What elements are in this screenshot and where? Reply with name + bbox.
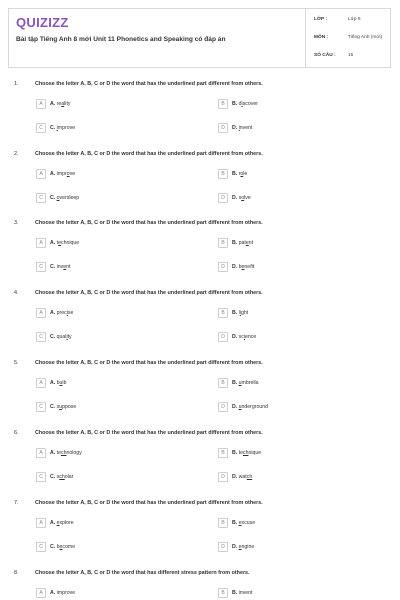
option-underlined-part: i <box>239 310 241 316</box>
meta-value: 15 <box>348 53 354 58</box>
question-number: 2. <box>14 151 19 157</box>
option-word-start: s <box>56 474 60 480</box>
option-underlined-part: e <box>245 240 249 246</box>
option-underlined-part: e <box>58 240 61 246</box>
option-letter: D. <box>232 334 238 340</box>
option-label <box>50 264 71 270</box>
option-word-end: olar <box>64 474 74 480</box>
option-word-start: b <box>56 380 60 386</box>
option-label <box>50 334 72 340</box>
answer-option[interactable] <box>36 193 186 205</box>
option-word-start: improve <box>56 590 76 596</box>
meta-key: SỐ CÂU : <box>314 53 336 58</box>
answer-option[interactable] <box>36 378 186 390</box>
option-letter: D. <box>232 474 238 480</box>
option-word-end: nefit <box>244 264 255 270</box>
option-checkbox[interactable]: A <box>36 308 46 318</box>
option-label <box>50 310 73 316</box>
option-letter: D. <box>232 125 238 131</box>
option-checkbox[interactable]: C <box>36 402 46 412</box>
option-letter: C. <box>50 544 56 550</box>
answer-option[interactable] <box>36 588 186 600</box>
option-word-end: come <box>62 544 76 550</box>
option-underlined-part: u <box>59 380 63 386</box>
option-letter: A. <box>50 450 56 456</box>
option-word-start: prec <box>56 310 67 316</box>
question-number: 6. <box>14 430 19 436</box>
answer-option[interactable] <box>36 472 186 484</box>
answer-option[interactable] <box>36 402 186 414</box>
question-text: Choose the letter A, B, C or D the word that has the underlined part different from others. <box>35 290 263 296</box>
option-checkbox[interactable]: D <box>218 542 228 552</box>
option-checkbox[interactable]: A <box>36 169 46 179</box>
option-letter: A. <box>50 310 56 316</box>
option-label <box>232 310 248 316</box>
option-checkbox[interactable]: C <box>36 123 46 133</box>
option-word-start: r <box>238 171 241 177</box>
option-label <box>232 264 254 270</box>
option-letter: C. <box>50 404 56 410</box>
option-word-end: ppose <box>62 404 77 410</box>
option-word-end: lity <box>64 101 71 107</box>
option-word-end: scover <box>242 101 258 107</box>
option-checkbox[interactable]: A <box>36 518 46 528</box>
option-word-end: lve <box>244 195 251 201</box>
answer-option[interactable] <box>218 378 368 390</box>
option-letter: C. <box>50 195 56 201</box>
option-word-end: xplore <box>59 520 74 526</box>
option-checkbox[interactable]: D <box>218 193 228 203</box>
option-letter: A. <box>50 171 56 177</box>
option-letter: B. <box>232 450 238 456</box>
answer-option[interactable] <box>36 542 186 554</box>
option-underlined-part: e <box>241 264 245 270</box>
meta-value: Lớp 8 <box>348 17 361 22</box>
answer-option[interactable] <box>218 308 368 320</box>
question-number: 1. <box>14 81 19 87</box>
option-word-end: ngine <box>241 544 255 550</box>
answer-option[interactable] <box>36 238 186 250</box>
option-word-start: b <box>56 544 60 550</box>
option-label <box>50 195 79 201</box>
meta-key: LỚP : <box>314 17 328 22</box>
answer-option[interactable] <box>36 308 186 320</box>
option-letter: B. <box>232 380 238 386</box>
option-checkbox[interactable]: D <box>218 472 228 482</box>
option-word-end: lb <box>62 380 67 386</box>
answer-option[interactable] <box>218 472 368 484</box>
option-letter: B. <box>232 240 238 246</box>
answer-option[interactable] <box>218 193 368 205</box>
option-underlined-part: i <box>66 310 68 316</box>
option-letter: C. <box>50 125 56 131</box>
option-underlined-part: u <box>59 404 63 410</box>
option-letter: B. <box>232 590 238 596</box>
option-word-end: ty <box>67 334 72 340</box>
option-letter: B. <box>232 101 238 107</box>
question-number: 5. <box>14 360 19 366</box>
option-word-end: nvent <box>239 125 253 131</box>
option-word-start: impr <box>56 171 67 177</box>
option-underlined-part: o <box>241 195 245 201</box>
option-word-end: chnique <box>60 240 80 246</box>
option-checkbox[interactable]: B <box>218 99 228 109</box>
option-underlined-part: ch <box>60 450 67 456</box>
option-checkbox[interactable]: C <box>36 332 46 342</box>
option-underlined-part: ch <box>246 474 253 480</box>
option-word-start: invent <box>238 590 253 596</box>
option-word-end: ght <box>240 310 249 316</box>
option-checkbox[interactable]: B <box>218 448 228 458</box>
option-label <box>232 195 251 201</box>
answer-option[interactable] <box>218 238 368 250</box>
option-underlined-part: ch <box>59 474 65 480</box>
answer-option[interactable] <box>36 169 186 181</box>
option-underlined-part: u <box>238 380 242 386</box>
option-letter: C. <box>50 334 56 340</box>
option-underlined-part: i <box>66 334 68 340</box>
option-label <box>50 404 76 410</box>
question-text: Choose the letter A, B, C or D the word that has the underlined part different from others. <box>35 430 263 436</box>
option-word-start: d <box>238 101 242 107</box>
option-checkbox[interactable]: C <box>36 542 46 552</box>
answer-option[interactable] <box>218 169 368 181</box>
option-label <box>232 334 256 340</box>
quizizz-logo: QUIZIZZ <box>16 15 69 30</box>
option-checkbox[interactable]: C <box>36 193 46 203</box>
question-number: 4. <box>14 290 19 296</box>
meta-panel <box>305 9 391 67</box>
meta-subject <box>314 35 382 40</box>
option-word-start: sc <box>238 334 244 340</box>
option-checkbox[interactable]: D <box>218 332 228 342</box>
option-letter: B. <box>232 310 238 316</box>
option-label <box>50 450 82 456</box>
option-label <box>50 474 73 480</box>
question-number: 8. <box>14 570 19 576</box>
option-checkbox[interactable]: D <box>218 262 228 272</box>
option-label <box>232 450 261 456</box>
option-word-start: te <box>238 450 243 456</box>
option-checkbox[interactable]: D <box>218 123 228 133</box>
meta-key: MÔN : <box>314 35 329 40</box>
option-underlined-part: i <box>56 125 58 131</box>
option-word-end: se <box>67 310 74 316</box>
option-underlined-part: u <box>238 404 242 410</box>
option-underlined-part: i <box>243 334 245 340</box>
option-checkbox[interactable]: B <box>218 238 228 248</box>
question-text: Choose the letter A, B, C or D the word that has different stress pattern from others. <box>35 570 250 576</box>
option-label <box>232 520 255 526</box>
option-checkbox[interactable]: A <box>36 238 46 248</box>
option-label <box>50 240 79 246</box>
option-word-start: b <box>238 264 242 270</box>
option-label <box>50 590 75 596</box>
option-underlined-part: a <box>61 101 65 107</box>
answer-option[interactable] <box>218 402 368 414</box>
question-text: Choose the letter A, B, C or D the word that has the underlined part different from others. <box>35 81 263 87</box>
answer-option[interactable] <box>36 332 186 344</box>
option-label <box>232 171 247 177</box>
option-word-end: le <box>243 171 248 177</box>
answer-option[interactable] <box>218 518 368 530</box>
option-letter: B. <box>232 171 238 177</box>
option-underlined-part: i <box>238 125 240 131</box>
option-checkbox[interactable]: A <box>36 448 46 458</box>
answer-option[interactable] <box>36 262 186 274</box>
answer-option[interactable] <box>36 123 186 135</box>
option-label <box>232 240 253 246</box>
option-checkbox[interactable]: C <box>36 472 46 482</box>
meta-question-count <box>314 53 353 58</box>
option-underlined-part: e <box>63 264 67 270</box>
option-letter: C. <box>50 474 56 480</box>
option-word-end: nique <box>248 450 262 456</box>
option-word-end: nderground <box>241 404 269 410</box>
option-word-start: t <box>56 240 59 246</box>
option-letter: A. <box>50 380 56 386</box>
option-label <box>50 101 71 107</box>
option-checkbox[interactable]: A <box>36 99 46 109</box>
answer-option[interactable] <box>218 262 368 274</box>
option-word-start: inv <box>56 264 64 270</box>
option-label <box>50 125 75 131</box>
option-label <box>232 544 254 550</box>
option-word-start: te <box>56 450 61 456</box>
option-checkbox[interactable]: B <box>218 588 228 598</box>
question-text: Choose the letter A, B, C or D the word that has the underlined part different from others. <box>35 151 263 157</box>
question-text: Choose the letter A, B, C or D the word that has the underlined part different from others. <box>35 220 263 226</box>
option-word-end: versleep <box>59 195 80 201</box>
option-word-end: mbrella <box>241 380 259 386</box>
answer-option[interactable] <box>36 448 186 460</box>
option-checkbox[interactable]: B <box>218 378 228 388</box>
option-underlined-part: o <box>240 171 244 177</box>
answer-option[interactable] <box>36 99 186 111</box>
option-letter: A. <box>50 590 56 596</box>
option-underlined-part: o <box>56 195 60 201</box>
question-number: 7. <box>14 500 19 506</box>
option-word-start: s <box>56 404 60 410</box>
option-label <box>50 520 74 526</box>
option-underlined-part: e <box>238 544 242 550</box>
option-checkbox[interactable]: B <box>218 169 228 179</box>
option-letter: D. <box>232 544 238 550</box>
option-underlined-part: e <box>56 520 60 526</box>
option-letter: A. <box>50 101 56 107</box>
option-checkbox[interactable]: A <box>36 378 46 388</box>
answer-option[interactable] <box>36 518 186 530</box>
answer-option[interactable] <box>218 542 368 554</box>
answer-option[interactable] <box>218 332 368 344</box>
meta-class <box>314 17 360 22</box>
option-word-end: xcuse <box>241 520 256 526</box>
worksheet-title: Bài tập Tiếng Anh 8 mới Unit 11 Phonetics and Speaking có đáp án <box>16 36 226 43</box>
question-text: Choose the letter A, B, C or D the word that has the underlined part different from others. <box>35 500 263 506</box>
option-label <box>232 125 253 131</box>
option-word-start: l <box>238 310 240 316</box>
question-text: Choose the letter A, B, C or D the word that has the underlined part different from others. <box>35 360 263 366</box>
option-label <box>232 404 268 410</box>
option-underlined-part: e <box>59 544 63 550</box>
option-underlined-part: ch <box>242 450 249 456</box>
option-label <box>232 380 259 386</box>
meta-value: Tiếng Anh (mới) <box>348 35 383 40</box>
option-checkbox[interactable]: D <box>218 402 228 412</box>
option-underlined-part: e <box>238 520 242 526</box>
option-word-end: nt <box>66 264 71 270</box>
option-word-end: nt <box>248 240 254 246</box>
option-word-start: s <box>238 195 242 201</box>
option-word-end: mprove <box>57 125 76 131</box>
answer-option[interactable] <box>218 123 368 135</box>
option-word-start: wat <box>238 474 247 480</box>
option-letter: A. <box>50 520 56 526</box>
option-label <box>232 474 252 480</box>
option-word-start: re <box>56 101 62 107</box>
option-word-end: nology <box>66 450 82 456</box>
option-label <box>232 590 252 596</box>
option-checkbox[interactable]: B <box>218 308 228 318</box>
option-checkbox[interactable]: B <box>218 518 228 528</box>
answer-option[interactable] <box>218 588 368 600</box>
option-label <box>50 380 66 386</box>
option-letter: D. <box>232 195 238 201</box>
option-checkbox[interactable]: C <box>36 262 46 272</box>
option-word-end: ence <box>244 334 257 340</box>
option-word-end: ve <box>69 171 76 177</box>
option-word-start: pat <box>238 240 246 246</box>
option-underlined-part: i <box>241 101 243 107</box>
option-checkbox[interactable]: A <box>36 588 46 598</box>
option-label <box>50 544 75 550</box>
option-letter: A. <box>50 240 56 246</box>
worksheet-header <box>8 8 391 68</box>
option-letter: D. <box>232 404 238 410</box>
option-label <box>232 101 258 107</box>
option-label <box>50 171 75 177</box>
option-underlined-part: o <box>66 171 70 177</box>
answer-option[interactable] <box>218 448 368 460</box>
option-word-start: qual <box>56 334 67 340</box>
question-number: 3. <box>14 220 19 226</box>
option-letter: D. <box>232 264 238 270</box>
answer-option[interactable] <box>218 99 368 111</box>
option-letter: C. <box>50 264 56 270</box>
option-letter: B. <box>232 520 238 526</box>
